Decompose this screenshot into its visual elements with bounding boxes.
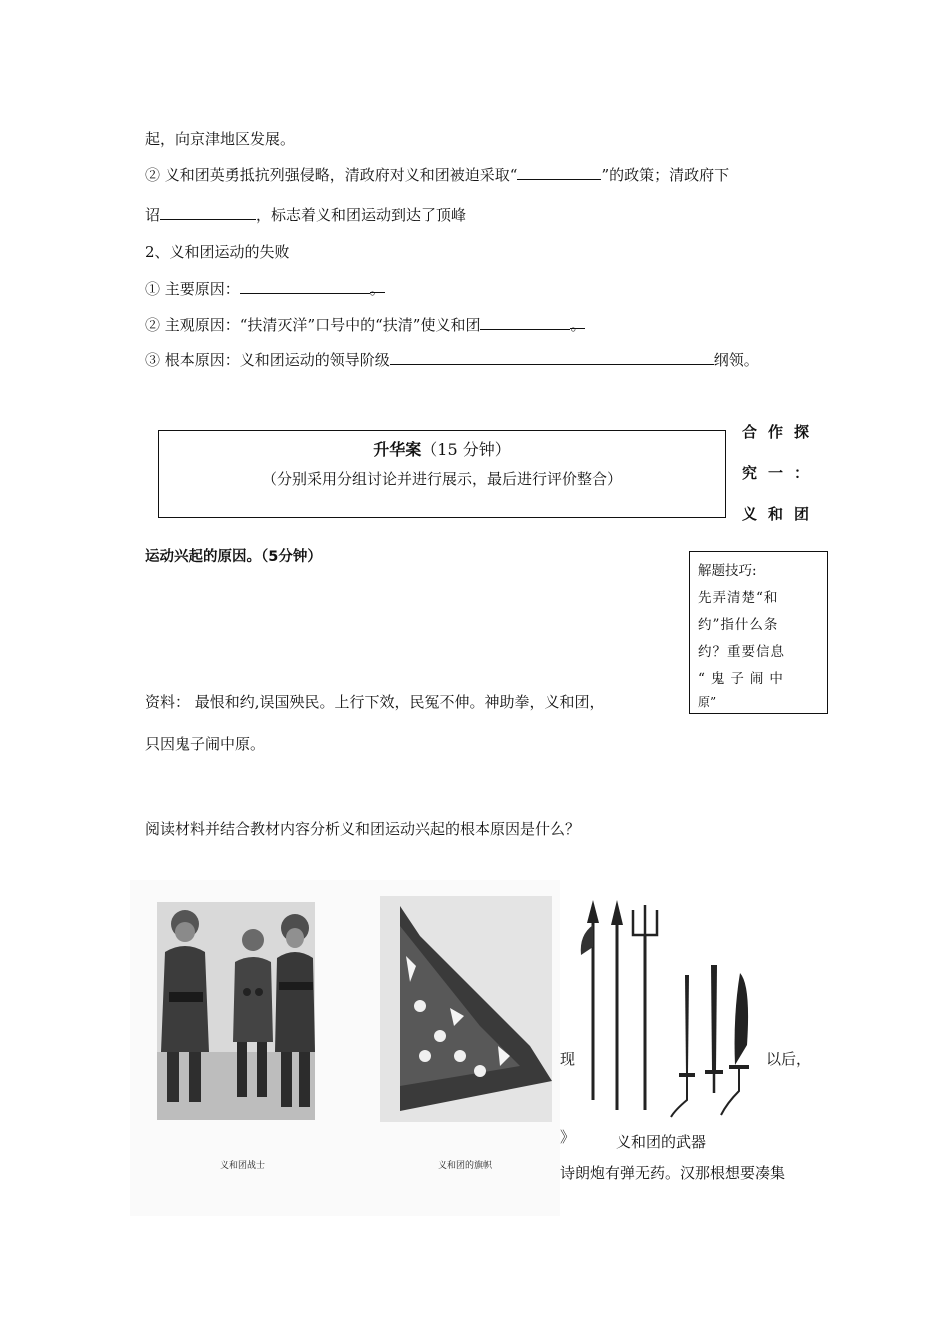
- section-heading: [145, 241, 290, 262]
- text: 起，向京津地区发展。: [145, 130, 296, 148]
- image-caption: 义和团的旗帜: [438, 1161, 493, 1171]
- text: 2、义和团运动的失败: [145, 243, 290, 261]
- boxer-weapons-illustration: [575, 895, 775, 1125]
- fill-blank[interactable]: [517, 165, 601, 180]
- analysis-question: 阅读材料并结合教材内容分析义和团运动兴起的根本原因是什么？: [145, 820, 581, 838]
- text: ③ 根本原因：义和团运动的领导阶级: [145, 351, 390, 369]
- paragraph-line-1: [145, 128, 295, 149]
- tip-line: 约？重要信息: [698, 644, 785, 660]
- text-fragment: 》: [560, 1128, 576, 1146]
- text: ”的政策；清政府下: [601, 166, 730, 184]
- failure-main-reason: [145, 278, 385, 299]
- tip-line: 解题技巧:: [698, 563, 757, 579]
- text: 纲领。: [713, 351, 759, 369]
- side-heading-3: 义和团: [742, 505, 821, 523]
- text: ② 主观原因：“扶清灭洋”口号中的“扶清”使义和团: [145, 316, 481, 334]
- paragraph-line-2: [145, 164, 729, 185]
- fill-blank[interactable]: [390, 350, 714, 365]
- paragraph-line-3: [145, 204, 466, 225]
- weapons-caption: 义和团的武器: [616, 1133, 707, 1151]
- section-title-box: [158, 430, 726, 518]
- fill-blank[interactable]: [160, 205, 256, 220]
- boxer-flag-photo: [380, 896, 552, 1122]
- material-line-1: 资料： 最恨和约,误国殃民。上行下效，民冤不伸。神助拳，义和团，: [145, 693, 605, 711]
- tip-line: 原”: [698, 695, 717, 709]
- fill-blank-end: 。: [570, 316, 586, 334]
- text: 诏: [145, 206, 161, 224]
- fill-blank[interactable]: [240, 279, 370, 294]
- fill-blank-end: 。: [369, 280, 385, 298]
- material-line-2: 只因鬼子闹中原。: [145, 735, 266, 753]
- text-fragment: 以后，: [766, 1050, 812, 1068]
- boxer-fighters-photo: [157, 902, 315, 1120]
- tip-box: [689, 551, 828, 714]
- side-heading-1: 合作探: [742, 423, 821, 441]
- text-fragment: 诗朗炮有弹无药。汉那根想要凑集: [560, 1164, 786, 1182]
- text: ② 义和团英勇抵抗列强侵略，清政府对义和团被迫采取“: [145, 166, 518, 184]
- failure-subjective-reason: [145, 314, 585, 335]
- tip-line: 先弄清楚“和: [698, 590, 779, 606]
- box-subtitle: （分别采用分组讨论并进行展示，最后进行评价整合）: [261, 470, 622, 488]
- box-title: 升华案（15 分钟）: [373, 440, 511, 459]
- fill-blank[interactable]: [480, 315, 570, 330]
- text-fragment: 现: [560, 1050, 576, 1068]
- tip-line: “鬼子闹中: [698, 671, 789, 687]
- text: ，标志着义和团运动到达了顶峰: [256, 206, 467, 224]
- tip-line: 约”指什么条: [698, 617, 779, 633]
- image-caption: 义和团战士: [220, 1161, 266, 1171]
- question-title: 运动兴起的原因。（5分钟）: [145, 549, 322, 565]
- text: ① 主要原因：: [145, 280, 240, 298]
- side-heading-2: 究一：: [742, 464, 821, 482]
- failure-root-reason: [145, 349, 759, 370]
- image-group: [130, 880, 560, 1216]
